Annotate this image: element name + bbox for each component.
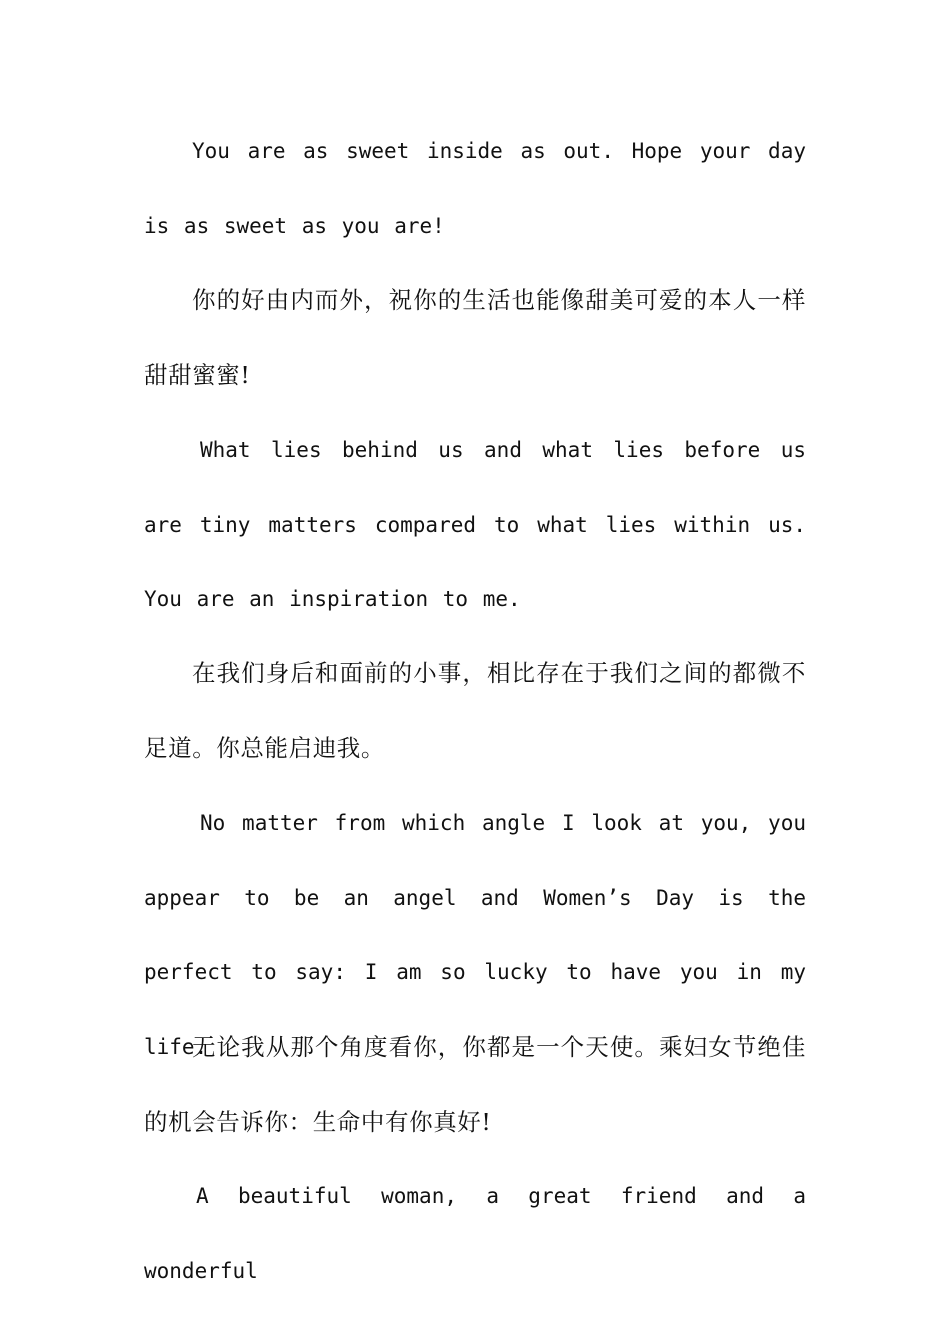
paragraph-zh-3: 无论我从那个角度看你，你都是一个天使。乘妇女节绝佳的机会告诉你：生命中有你真好! [144,1033,806,1136]
paragraph-en-2: What lies behind us and what lies before us are tiny matters compared to what lies within us. You are an inspiration to me. [144,438,806,611]
paragraph-en-4: A beautiful woman, a great friend and a wonderful [144,1184,806,1283]
paragraph-zh-1: 你的好由内而外，祝你的生活也能像甜美可爱的本人一样甜甜蜜蜜! [144,286,806,389]
paragraph-en-3: No matter from which angle I look at you, you appear to be an angel and Women’s Day is the perfect to say: I am so lucky to have you in my life. [144,811,806,1059]
paragraph-zh-2: 在我们身后和面前的小事，相比存在于我们之间的都微不足道。你总能启迪我。 [144,659,806,762]
paragraph-en-1: You are as sweet inside as out. Hope your day is as sweet as you are! [144,139,806,238]
